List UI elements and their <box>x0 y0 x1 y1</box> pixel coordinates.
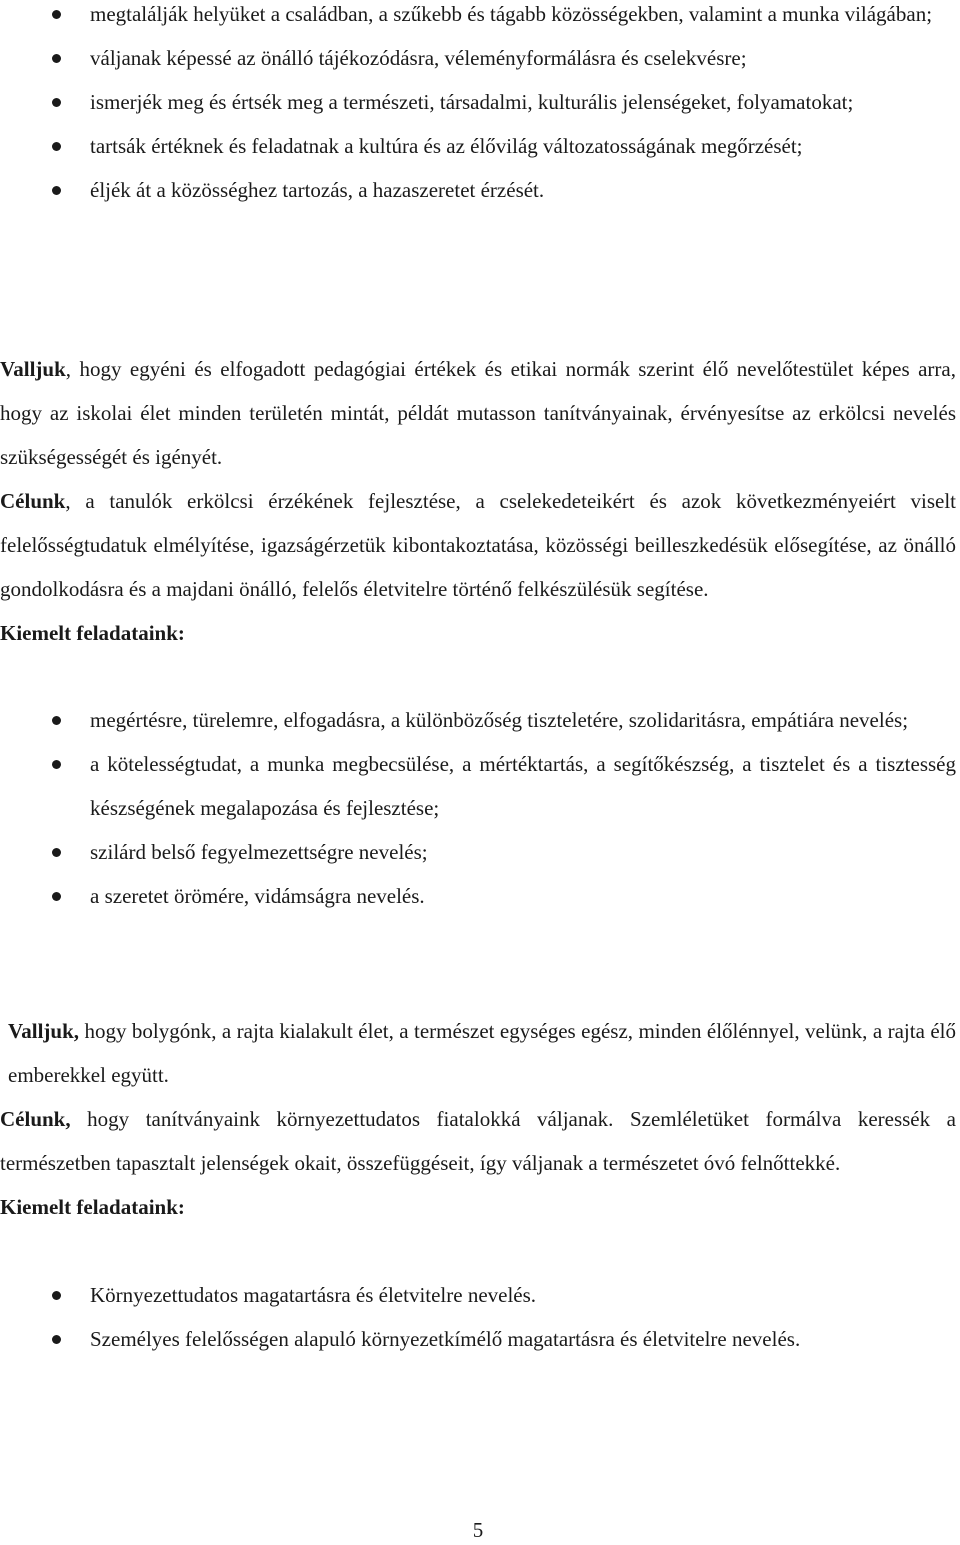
celunk-label-2: Célunk, <box>0 1107 71 1131</box>
environment-tasks-list <box>0 1273 956 1361</box>
list-item: megtalálják helyüket a családban, a szűkebb és tágabb közösségekben, valamint a munka világában; <box>0 0 956 36</box>
list-item: váljanak képessé az önálló tájékozódásra, véleményformálásra és cselekvésre; <box>0 36 956 80</box>
moral-tasks-block <box>0 698 956 918</box>
list-item: szilárd belső fegyelmezettségre nevelés; <box>0 830 956 874</box>
valljuk-label-2: Valljuk, <box>8 1019 80 1043</box>
celunk-text: , a tanulók erkölcsi érzékének fejlesztése, a cselekedeteikért és azok következményeiért viselt felelősségtudatuk elmélyítése, igazságérzetük kibontakoztatása, közösségi beilleszkedésük elősegítése, az önálló gondolkodásra és a majdani önálló, felelős életvitelre történő felkészülésük segítése. <box>0 489 956 601</box>
valljuk-text-2: hogy bolygónk, a rajta kialakult élet, a természet egységes egész, minden élőlénnyel, velünk, a rajta élő emberekkel együtt. <box>8 1019 956 1087</box>
list-item: tartsák értéknek és feladatnak a kultúra és az élővilág változatosságának megőrzését; <box>0 124 956 168</box>
goals-list-block <box>0 0 956 212</box>
list-item: a szeretet örömére, vidámságra nevelés. <box>0 874 956 918</box>
moral-education-section <box>0 347 956 655</box>
tasks-heading: Kiemelt feladataink: <box>0 621 185 645</box>
goals-list <box>0 0 956 212</box>
celunk-paragraph-2 <box>0 1097 956 1185</box>
moral-tasks-list <box>0 698 956 918</box>
list-item: a kötelességtudat, a munka megbecsülése, a mértéktartás, a segítőkészség, a tisztelet és a tisztesség készségének megalapozása és fejlesztése; <box>0 742 956 830</box>
list-item: Személyes felelősségen alapuló környezetkímélő magatartásra és életvitelre nevelés. <box>0 1317 956 1361</box>
page-number: 5 <box>472 1518 484 1542</box>
valljuk-label: Valljuk <box>0 357 66 381</box>
valljuk-paragraph <box>0 347 956 479</box>
valljuk-text: , hogy egyéni és elfogadott pedagógiai értékek és etikai normák szerint élő nevelőtestület képes arra, hogy az iskolai élet minden területén mintát, példát mutasson tanítványainak, érvényesítse az erkölcsi nevelés szükségességét és igényét. <box>0 357 956 469</box>
list-item: éljék át a közösséghez tartozás, a hazaszeretet érzését. <box>0 168 956 212</box>
list-item: Környezettudatos magatartásra és életvitelre nevelés. <box>0 1273 956 1317</box>
valljuk-paragraph-2 <box>0 1009 956 1097</box>
list-item: megértésre, türelemre, elfogadásra, a különbözőség tiszteletére, szolidaritásra, empátiára nevelés; <box>0 698 956 742</box>
environment-tasks-block <box>0 1273 956 1361</box>
celunk-paragraph <box>0 479 956 611</box>
list-item: ismerjék meg és értsék meg a természeti, társadalmi, kulturális jelenségeket, folyamatokat; <box>0 80 956 124</box>
environment-section <box>0 1009 956 1229</box>
celunk-label: Célunk <box>0 489 66 513</box>
celunk-text-2: hogy tanítványaink környezettudatos fiatalokká váljanak. Szemléletüket formálva keressék a természetben tapasztalt jelenségek okait, összefüggéseit, így váljanak a természetet óvó felnőttekké. <box>0 1107 956 1175</box>
tasks-heading-2: Kiemelt feladataink: <box>0 1195 185 1219</box>
